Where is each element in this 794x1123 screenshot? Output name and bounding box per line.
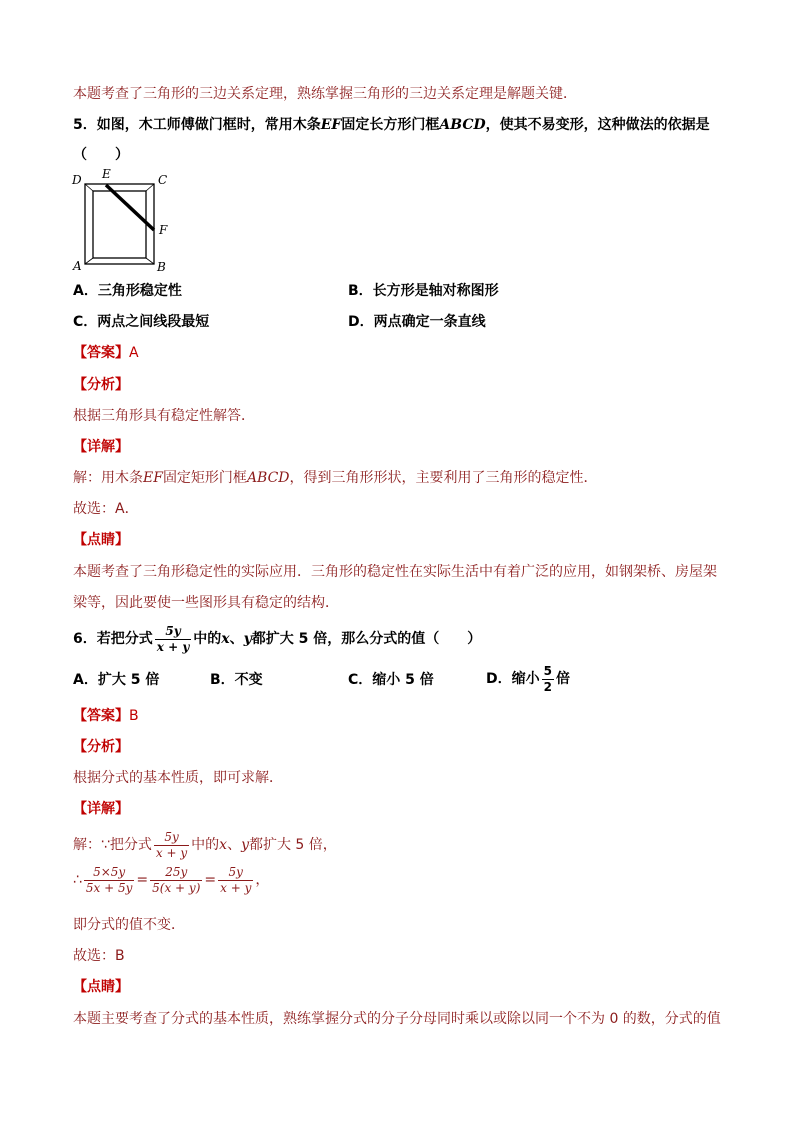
q6-stem: 6．若把分式 $\frac{5y}{x + y}$ 中的x、y都扩大 5 倍，那么分式的值（ ） [73,623,482,654]
label-c: C [158,173,168,187]
q6-choose: 故选：B [73,948,125,964]
prev-summary: 本题考查了三角形的三边关系定理，熟练掌握三角形的三边关系定理是解题关键． [73,86,577,102]
q5-comment-tag: 【点睛】 [73,532,129,548]
label-e: E [102,167,111,181]
q5-choose: 故选：A． [73,501,139,517]
q6-option-d-fraction: $\frac{5}{2}$ [543,663,552,694]
q6-detail: 解：∵把分式 $\frac{5y}{x + y}$ 中的x、y都扩大 5 倍， [73,829,337,860]
q5-stem: 5．如图，木工师傅做门框时，常用木条EF固定长方形门框ABCD，使其不易变形，这种做法的依据是 [73,117,710,133]
q5-comment-2: 梁等，因此要使一些图形具有稳定的结构． [73,595,339,611]
q6-option-a: A．扩大 5 倍 [73,672,160,688]
answer-value: A [129,345,139,361]
label-d: D [72,173,82,187]
q5-option-a: A．三角形稳定性 [73,283,182,299]
q5-answer [73,344,139,362]
q5-option-c: C．两点之间线段最短 [73,314,210,330]
label-a: A [73,259,82,273]
q6-option-b: B．不变 [210,672,263,688]
q6-analysis: 根据分式的基本性质，即可求解． [73,770,283,786]
q6-conclusion: 即分式的值不变． [73,917,185,933]
answer-tag: 【答案】 [73,345,129,361]
q5-option-d: D．两点确定一条直线 [348,314,486,330]
q6-comment-tag: 【点睛】 [73,979,129,995]
eq-fraction-3: $\frac{5y}{x + y}$ [220,864,252,895]
q6-fraction: $\frac{5y}{x + y}$ [156,623,190,654]
answer-value: B [129,708,139,724]
q5-analysis-tag: 【分析】 [73,377,129,393]
q6-option-c: C．缩小 5 倍 [348,672,434,688]
corner-d [85,184,93,191]
label-b: B [157,260,166,274]
q5-figure [68,167,178,277]
q5-paren: （ ） [73,147,129,163]
q6-detail-tag: 【详解】 [73,801,129,817]
q6-comment-1: 本题主要考查了分式的基本性质，熟练掌握分式的分子分母同时乘以或除以同一个不为 0 的数，分式的值 [73,1011,721,1027]
q5-detail-tag: 【详解】 [73,439,129,455]
answer-tag: 【答案】 [73,708,129,724]
corner-b [146,258,154,264]
corner-a [85,258,93,264]
q5-comment-1: 本题考查了三角形稳定性的实际应用．三角形的稳定性在实际生活中有着广泛的应用，如钢架桥、房屋架 [73,564,717,580]
q5-analysis: 根据三角形具有稳定性解答． [73,408,255,424]
q6-number: 6． [73,631,97,647]
bar-ef [106,185,154,230]
q6-option-d: D．缩小 $\frac{5}{2}$ 倍 [486,663,570,694]
q6-answer [73,707,139,725]
q5-detail: 解：用木条EF固定矩形门框ABCD，得到三角形形状，主要利用了三角形的稳定性． [73,470,598,486]
corner-c [146,184,154,191]
q6-analysis-tag: 【分析】 [73,739,129,755]
inner-frame [93,191,146,258]
label-f: F [159,223,168,237]
eq-fraction-2: $\frac{25y}{5(x + y)}$ [152,864,201,895]
q5-number: 5． [73,117,97,133]
eq-fraction-1: $\frac{5\times 5y}{5x + 5y}$ [85,864,133,895]
q5-option-b: B．长方形是轴对称图形 [348,283,499,299]
q6-detail-fraction: $\frac{5y}{x + y}$ [155,829,188,860]
q6-equation: ∴ $\frac{5\times 5y}{5x + 5y}$ = $\frac{25y}{5(x + y)}$ = $\frac{5y}{x + y}$ ， [73,864,270,895]
